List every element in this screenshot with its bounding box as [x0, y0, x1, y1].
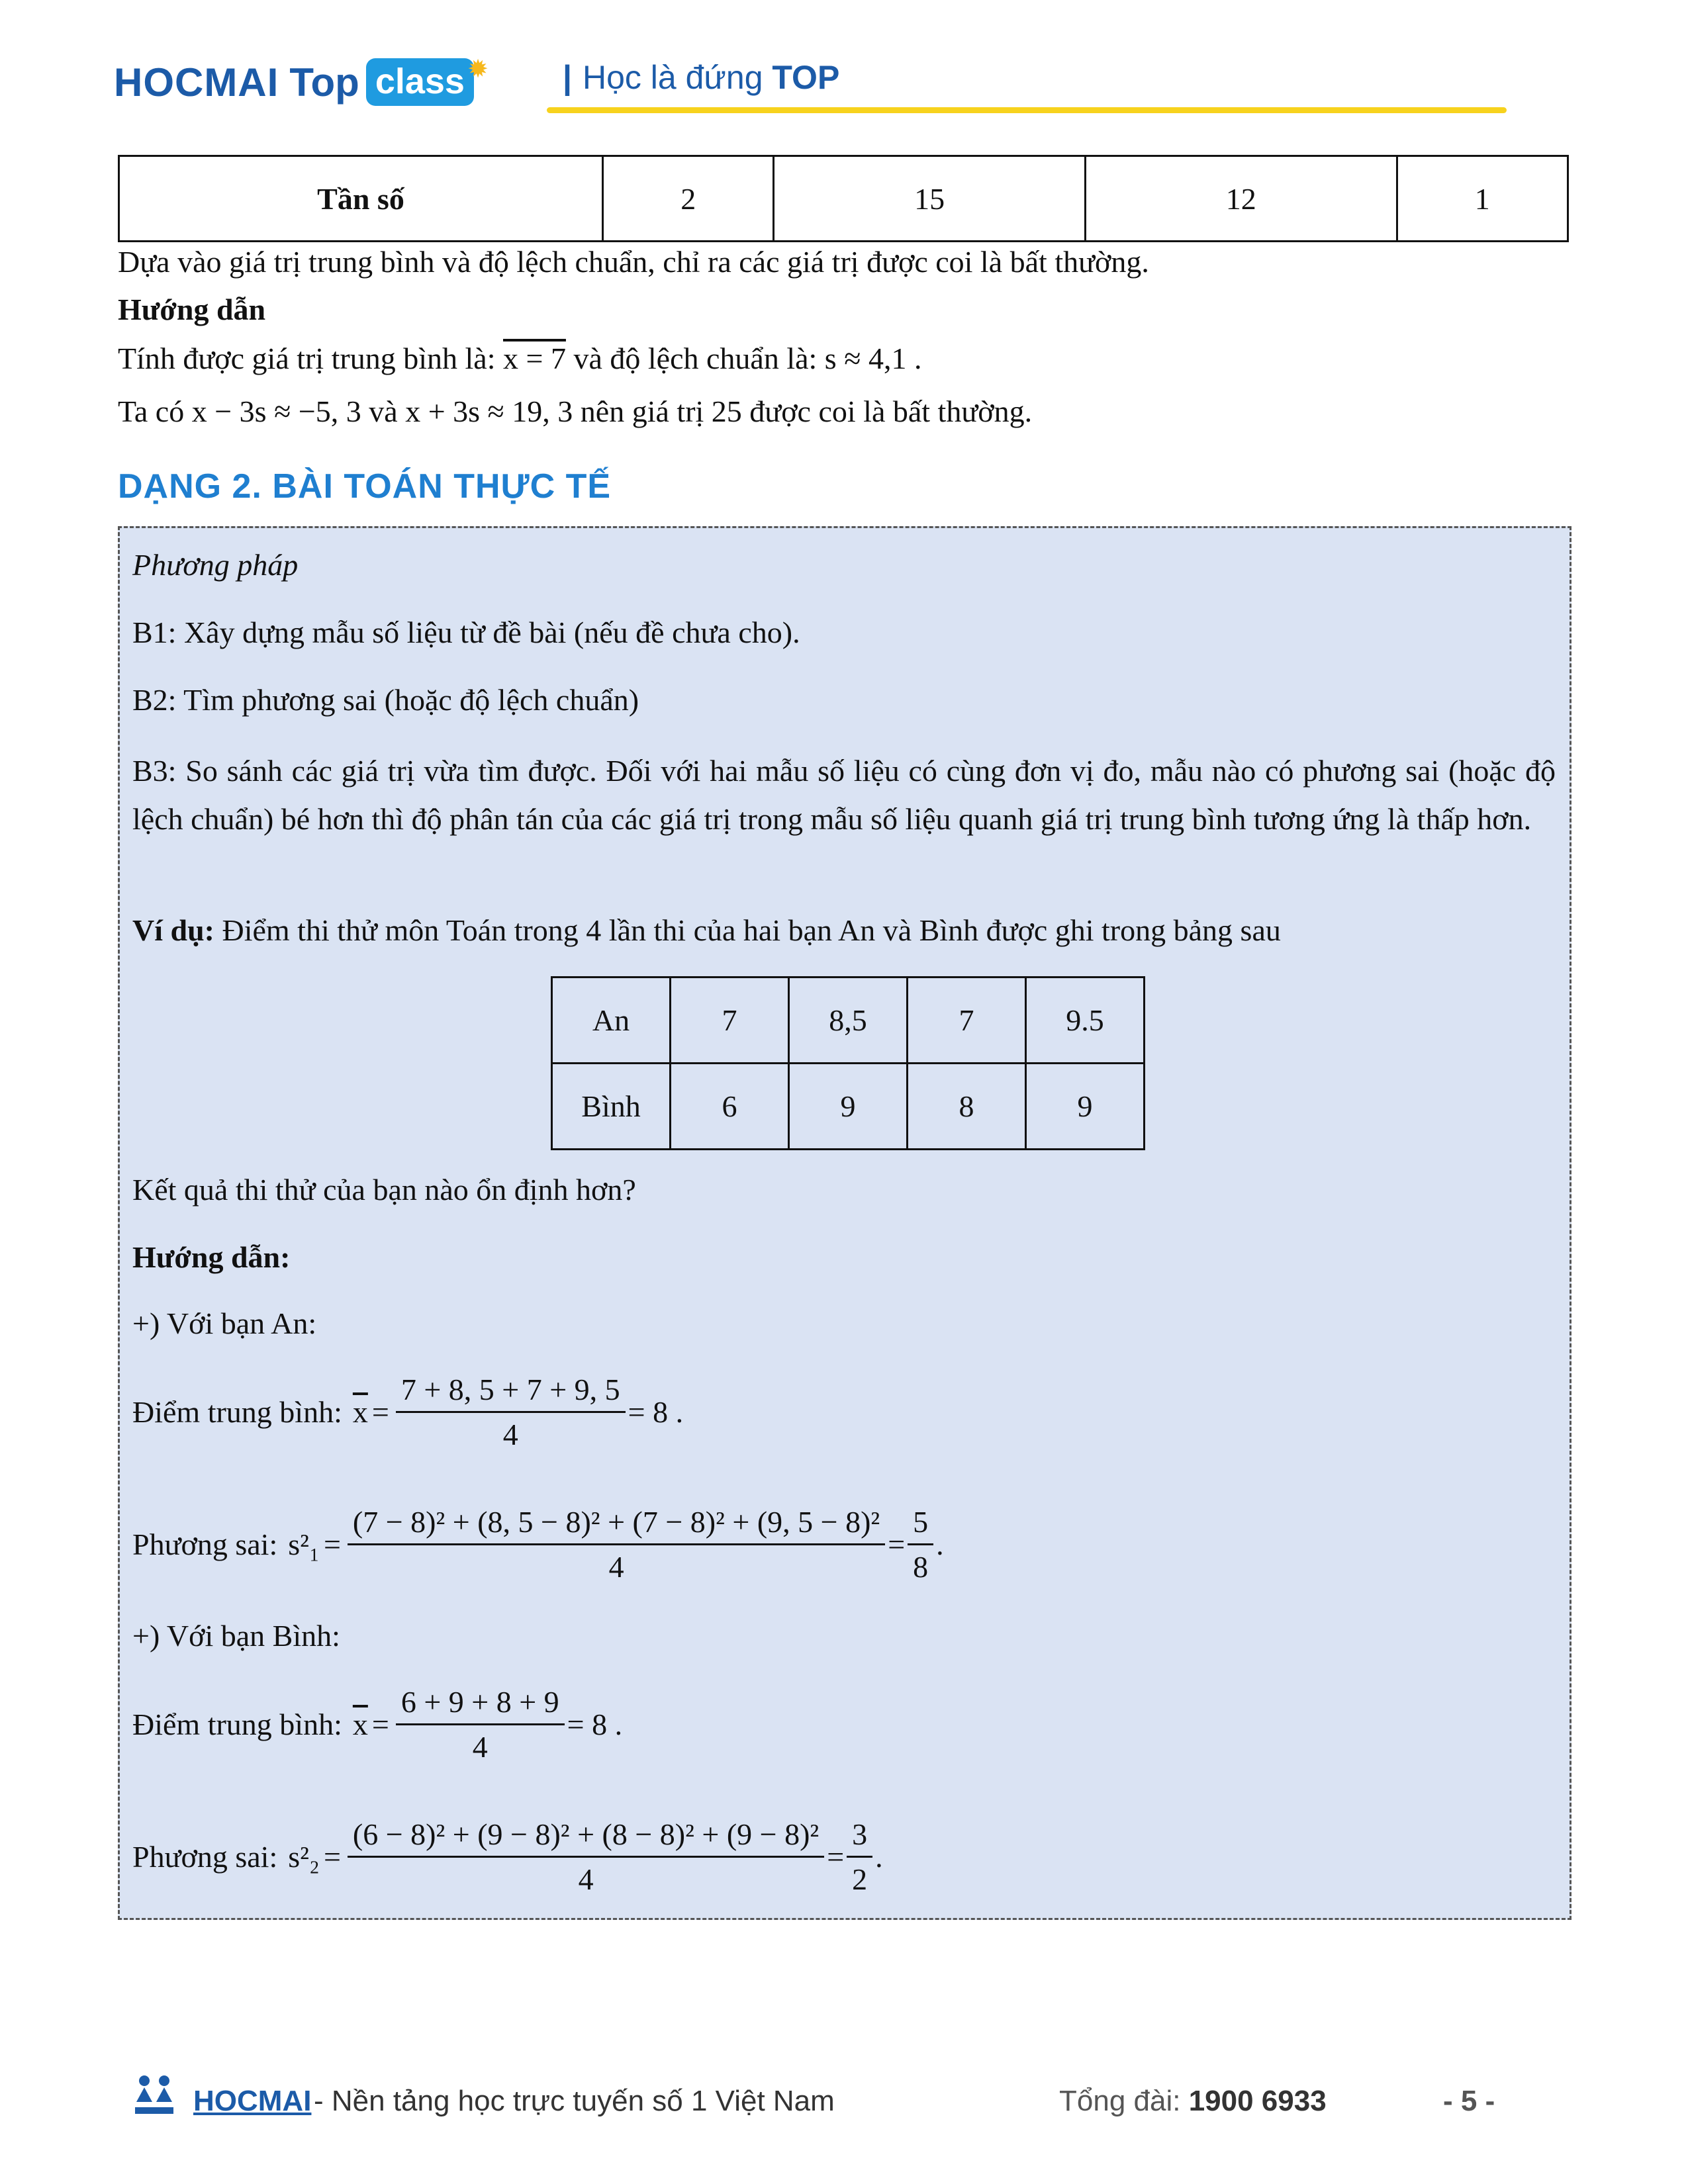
- logo-top: Top: [289, 60, 359, 105]
- binh-mean-result: = 8 .: [567, 1707, 623, 1741]
- outlier-prefix: Ta có: [118, 394, 185, 428]
- mean-sd-prefix: Tính được giá trị trung bình là:: [118, 341, 496, 375]
- mean-symbol: $\overline{x}$: [352, 1707, 368, 1741]
- logo-class-text: class: [375, 62, 465, 101]
- method-heading: Phương pháp: [132, 548, 299, 582]
- solution-guide-heading: Hướng dẫn:: [132, 1240, 291, 1274]
- an-variance-result: [910, 1504, 931, 1584]
- example-label: Ví dụ:: [132, 913, 214, 947]
- table-cell: 15: [774, 156, 1086, 242]
- s1-symbol: s²₁: [288, 1527, 320, 1561]
- guide-heading: Hướng dẫn: [118, 293, 266, 326]
- table-row-header: An: [552, 978, 671, 1064]
- an-header: +) Với bạn An:: [132, 1306, 317, 1340]
- sd-expression: s ≈ 4,1 .: [824, 341, 922, 375]
- table-cell: 9: [789, 1064, 908, 1150]
- an-variance-fraction: [350, 1504, 882, 1584]
- fraction-numerator: 7 + 8, 5 + 7 + 9, 5: [400, 1372, 620, 1406]
- fraction-numerator: (6 − 8)² + (9 − 8)² + (8 − 8)² + (9 − 8)²: [352, 1817, 820, 1851]
- table-cell: 7: [671, 978, 789, 1064]
- an-mean-fraction: [399, 1372, 623, 1452]
- binh-mean-fraction: [399, 1684, 562, 1764]
- table-cell: 9.5: [1026, 978, 1145, 1064]
- an-mean-formula: Điểm trung bình: $\overline{x}$ = $\frac{7 + 8, 5 + 7 + 9, 5}{4}$ = 8 .: [132, 1372, 684, 1451]
- slogan-top: TOP: [772, 59, 840, 96]
- question-text: Dựa vào giá trị trung bình và độ lệch chuẩn, chỉ ra các giá trị được coi là bất thường.: [118, 245, 1149, 279]
- binh-header: +) Với bạn Bình:: [132, 1619, 340, 1653]
- logo-brand: HOCMAI: [114, 60, 279, 105]
- footer-hotline: [1059, 2085, 1327, 2118]
- table-cell: 2: [603, 156, 774, 242]
- method-step-3: B3: So sánh các giá trị vừa tìm được. Đối với hai mẫu số liệu có cùng đơn vị đo, mẫu nào có phương sai (hoặc độ lệch chuẩn) bé hơn thì độ phân tán của các giá trị trong mẫu số liệu quanh giá trị trung bình tương ứng là thấp hơn.: [132, 754, 1556, 836]
- table-row: [119, 156, 1568, 242]
- star-icon: ✹: [467, 56, 489, 83]
- slogan-divider: |: [563, 59, 572, 96]
- outlier-line: [118, 393, 1032, 430]
- mean-label: Điểm trung bình:: [132, 1707, 342, 1741]
- hotline-label: Tổng đài:: [1059, 2085, 1181, 2117]
- logo-class-badge: [366, 56, 489, 106]
- slogan: [563, 58, 839, 97]
- table-row: [552, 978, 1145, 1064]
- footer-brand-link[interactable]: HOCMAI: [193, 2085, 312, 2117]
- fraction-numerator: 3: [852, 1817, 868, 1851]
- footer-tagline: - Nền tảng học trực tuyến số 1 Việt Nam: [314, 2085, 835, 2117]
- binh-variance-result: [849, 1817, 870, 1897]
- score-table: [551, 976, 1145, 1150]
- table-header-cell: Tần số: [119, 156, 603, 242]
- s2-symbol: s²₂: [288, 1839, 320, 1874]
- variance-label: Phương sai:: [132, 1839, 278, 1874]
- section-title: DẠNG 2. BÀI TOÁN THỰC TẾ: [118, 467, 612, 506]
- fraction-numerator: (7 − 8)² + (8, 5 − 8)² + (7 − 8)² + (9, 5 − 8)²: [352, 1504, 880, 1539]
- table-cell: 8: [908, 1064, 1026, 1150]
- mean-expression: x = 7: [503, 341, 566, 375]
- table-cell: 8,5: [789, 978, 908, 1064]
- solution-question: Kết quả thi thử của bạn nào ổn định hơn?: [132, 1173, 636, 1206]
- mean-symbol: $\overline{x}$: [352, 1394, 368, 1429]
- fraction-denominator: 4: [348, 1856, 824, 1897]
- hotline-number: 1900 6933: [1188, 2085, 1327, 2117]
- fraction-denominator: 4: [396, 1411, 626, 1452]
- table-cell: 7: [908, 978, 1026, 1064]
- table-row-header: Bình: [552, 1064, 671, 1150]
- method-step-2: B2: Tìm phương sai (hoặc độ lệch chuẩn): [132, 683, 639, 717]
- outlier-and: và: [369, 394, 398, 428]
- outlier-suffix: nên giá trị 25 được coi là bất thường.: [580, 394, 1033, 428]
- table-cell: 1: [1397, 156, 1568, 242]
- page-number: - 5 -: [1443, 2085, 1495, 2117]
- header-underline: [547, 107, 1507, 113]
- mean-sd-line: [118, 340, 921, 377]
- an-mean-result: = 8 .: [628, 1394, 684, 1429]
- mean-label: Điểm trung bình:: [132, 1394, 342, 1429]
- fraction-denominator: 8: [908, 1543, 933, 1584]
- binh-variance-formula: Phương sai: s²₂ = $\frac{\text{(6 − 8)² + (9 − 8)² + (8 − 8)² + (9 − 8)²}}{4}$ = $\frac{3}{2}$ .: [132, 1817, 883, 1896]
- example-text: Điểm thi thử môn Toán trong 4 lần thi của hai bạn An và Bình được ghi trong bảng sau: [222, 913, 1281, 947]
- frequency-table: [118, 155, 1569, 242]
- example-line: [132, 912, 1281, 949]
- mean-sd-mid: và độ lệch chuẩn là:: [573, 341, 818, 375]
- lower-bound-expression: x − 3s ≈ −5, 3: [191, 394, 361, 428]
- table-cell: 6: [671, 1064, 789, 1150]
- table-cell: 9: [1026, 1064, 1145, 1150]
- upper-bound-expression: x + 3s ≈ 19, 3: [405, 394, 573, 428]
- variance-label: Phương sai:: [132, 1527, 278, 1561]
- fraction-denominator: 4: [348, 1543, 885, 1584]
- hocmai-topclass-logo[interactable]: [114, 56, 489, 109]
- fraction-numerator: 5: [913, 1504, 929, 1539]
- binh-variance-fraction: [350, 1817, 821, 1897]
- slogan-prefix: Học là đứng: [583, 59, 763, 96]
- method-step-1: B1: Xây dựng mẫu số liệu từ đề bài (nếu đề chưa cho).: [132, 615, 800, 649]
- an-variance-formula: Phương sai: s²₁ = $\frac{\text{(7 − 8)² + (8, 5 − 8)² + (7 − 8)² + (9, 5 − 8)²}}{4}$ = $\frac{5}{8}$ .: [132, 1504, 944, 1584]
- fraction-numerator: 6 + 9 + 8 + 9: [400, 1684, 559, 1719]
- fraction-denominator: 4: [396, 1723, 565, 1764]
- table-row: [552, 1064, 1145, 1150]
- hocmai-footer-logo-icon[interactable]: [131, 2073, 177, 2122]
- binh-mean-formula: Điểm trung bình: $\overline{x}$ = $\frac{6 + 9 + 8 + 9}{4}$ = 8 .: [132, 1684, 623, 1764]
- table-cell: 12: [1085, 156, 1397, 242]
- fraction-denominator: 2: [847, 1856, 872, 1897]
